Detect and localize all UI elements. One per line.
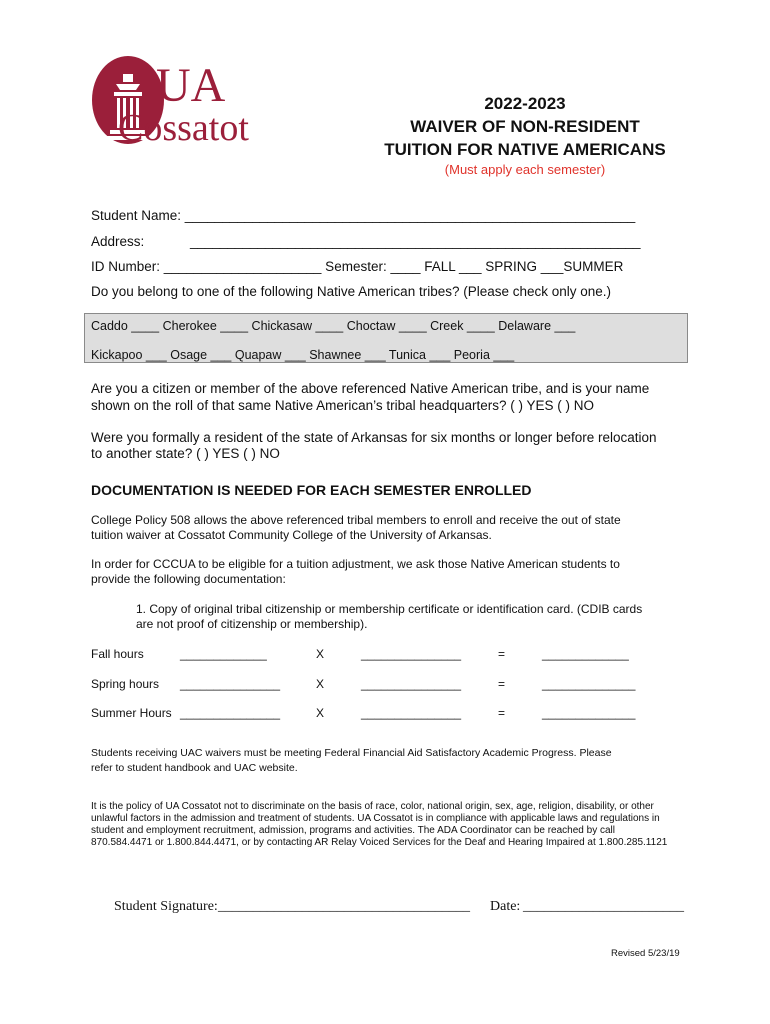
rate-blank-summer[interactable]: _______________ (361, 706, 462, 720)
sap-line2: refer to student handbook and UAC website. (91, 762, 298, 774)
documentation-heading: DOCUMENTATION IS NEEDED FOR EACH SEMESTER ENROLLED (91, 482, 532, 498)
sap-line1: Students receiving UAC waivers must be meeting Federal Financial Aid Satisfactory Academic Progress. Please (91, 747, 612, 759)
tribe-question: Do you belong to one of the following Native American tribes? (Please check only one.) (91, 284, 612, 299)
ua-cossatot-logo (90, 52, 260, 152)
tribe-row-2[interactable]: Kickapoo ___ Osage ___ Quapaw ___ Shawnee ___ Tunica ___ Peoria ___ (91, 348, 515, 362)
equals-sign: = (498, 677, 506, 691)
nondiscrimination-line4: 870.584.4471 or 1.800.844.4471, or by contacting AR Relay Voiced Services for the Deaf and Hearing Impaired at 1.800.285.1121 (91, 837, 668, 848)
title-year: 2022-2023 (484, 94, 566, 113)
rate-blank-fall[interactable]: _______________ (361, 647, 462, 661)
citizen-question-line1: Are you a citizen or member of the above referenced Native American tribe, and is your name (91, 381, 650, 396)
logo-ua-text: UA (156, 59, 226, 112)
date-field[interactable]: _______________________ (523, 899, 684, 914)
address-label: Address: (91, 234, 145, 249)
hours-label-summer: Summer Hours (91, 706, 172, 720)
total-blank-fall[interactable]: _____________ (542, 647, 629, 661)
multiply-sign: X (316, 677, 325, 691)
tribe-row-1[interactable]: Caddo ____ Cherokee ____ Chickasaw ____ Choctaw ____ Creek ____ Delaware ___ (91, 319, 576, 333)
policy-line1: College Policy 508 allows the above referenced tribal members to enroll and receive the out of state (91, 513, 621, 527)
revised-date: Revised 5/23/19 (611, 948, 680, 959)
logo-cossatot-text: Cossatot (118, 107, 249, 149)
hours-label-fall: Fall hours (91, 647, 144, 661)
total-blank-spring[interactable]: ______________ (542, 677, 636, 691)
multiply-sign: X (316, 706, 325, 720)
hours-blank-spring[interactable]: _______________ (180, 677, 281, 691)
date-label: Date: (490, 899, 521, 914)
citizen-question-line2[interactable]: shown on the roll of that same Native American’s tribal headquarters? ( ) YES ( ) NO (91, 398, 594, 413)
doc-item-1-line2: are not proof of citizenship or membership). (136, 617, 368, 631)
title-waiver: WAIVER OF NON-RESIDENT (410, 117, 640, 136)
nondiscrimination-line1: It is the policy of UA Cossatot not to discriminate on the basis of race, color, national origin, sex, age, religion, disability, or other (91, 801, 654, 812)
resident-question-line1: Were you formally a resident of the state of Arkansas for six months or longer before relocation (91, 430, 657, 445)
signature-field[interactable]: ____________________________________ (218, 899, 470, 914)
rate-blank-spring[interactable]: _______________ (361, 677, 462, 691)
eligible-line2: provide the following documentation: (91, 572, 286, 586)
hours-blank-summer[interactable]: _______________ (180, 706, 281, 720)
nondiscrimination-line2: unlawful factors in the admission and treatment of students. UA Cossatot is in compliance with applicable laws and regulations in (91, 813, 660, 824)
multiply-sign: X (316, 647, 325, 661)
resident-question-line2[interactable]: to another state? ( ) YES ( ) NO (91, 446, 280, 461)
student-name-field[interactable]: Student Name: ____________________________________________________________ (91, 208, 636, 223)
eligible-line1: In order for CCCUA to be eligible for a tuition adjustment, we ask those Native American students to (91, 557, 620, 571)
tribe-checklist-box (84, 313, 688, 363)
doc-item-1-line1: 1. Copy of original tribal citizenship or membership certificate or identification card. (CDIB cards (136, 602, 643, 616)
equals-sign: = (498, 647, 506, 661)
total-blank-summer[interactable]: ______________ (542, 706, 636, 720)
policy-line2: tuition waiver at Cossatot Community College of the University of Arkansas. (91, 528, 492, 542)
title-tuition: TUITION FOR NATIVE AMERICANS (384, 140, 666, 159)
address-field[interactable]: ____________________________________________________________ (190, 234, 641, 249)
id-semester-field[interactable]: ID Number: _____________________ Semester: ____ FALL ___ SPRING ___SUMMER (91, 259, 624, 274)
hours-label-spring: Spring hours (91, 677, 160, 691)
nondiscrimination-line3: student and employment recruitment, admission, programs and activities. The ADA Coordinator can be reached by call (91, 825, 615, 836)
hours-blank-fall[interactable]: _____________ (180, 647, 267, 661)
title-note: (Must apply each semester) (444, 162, 606, 177)
signature-label: Student Signature: (114, 899, 218, 914)
equals-sign: = (498, 706, 506, 720)
